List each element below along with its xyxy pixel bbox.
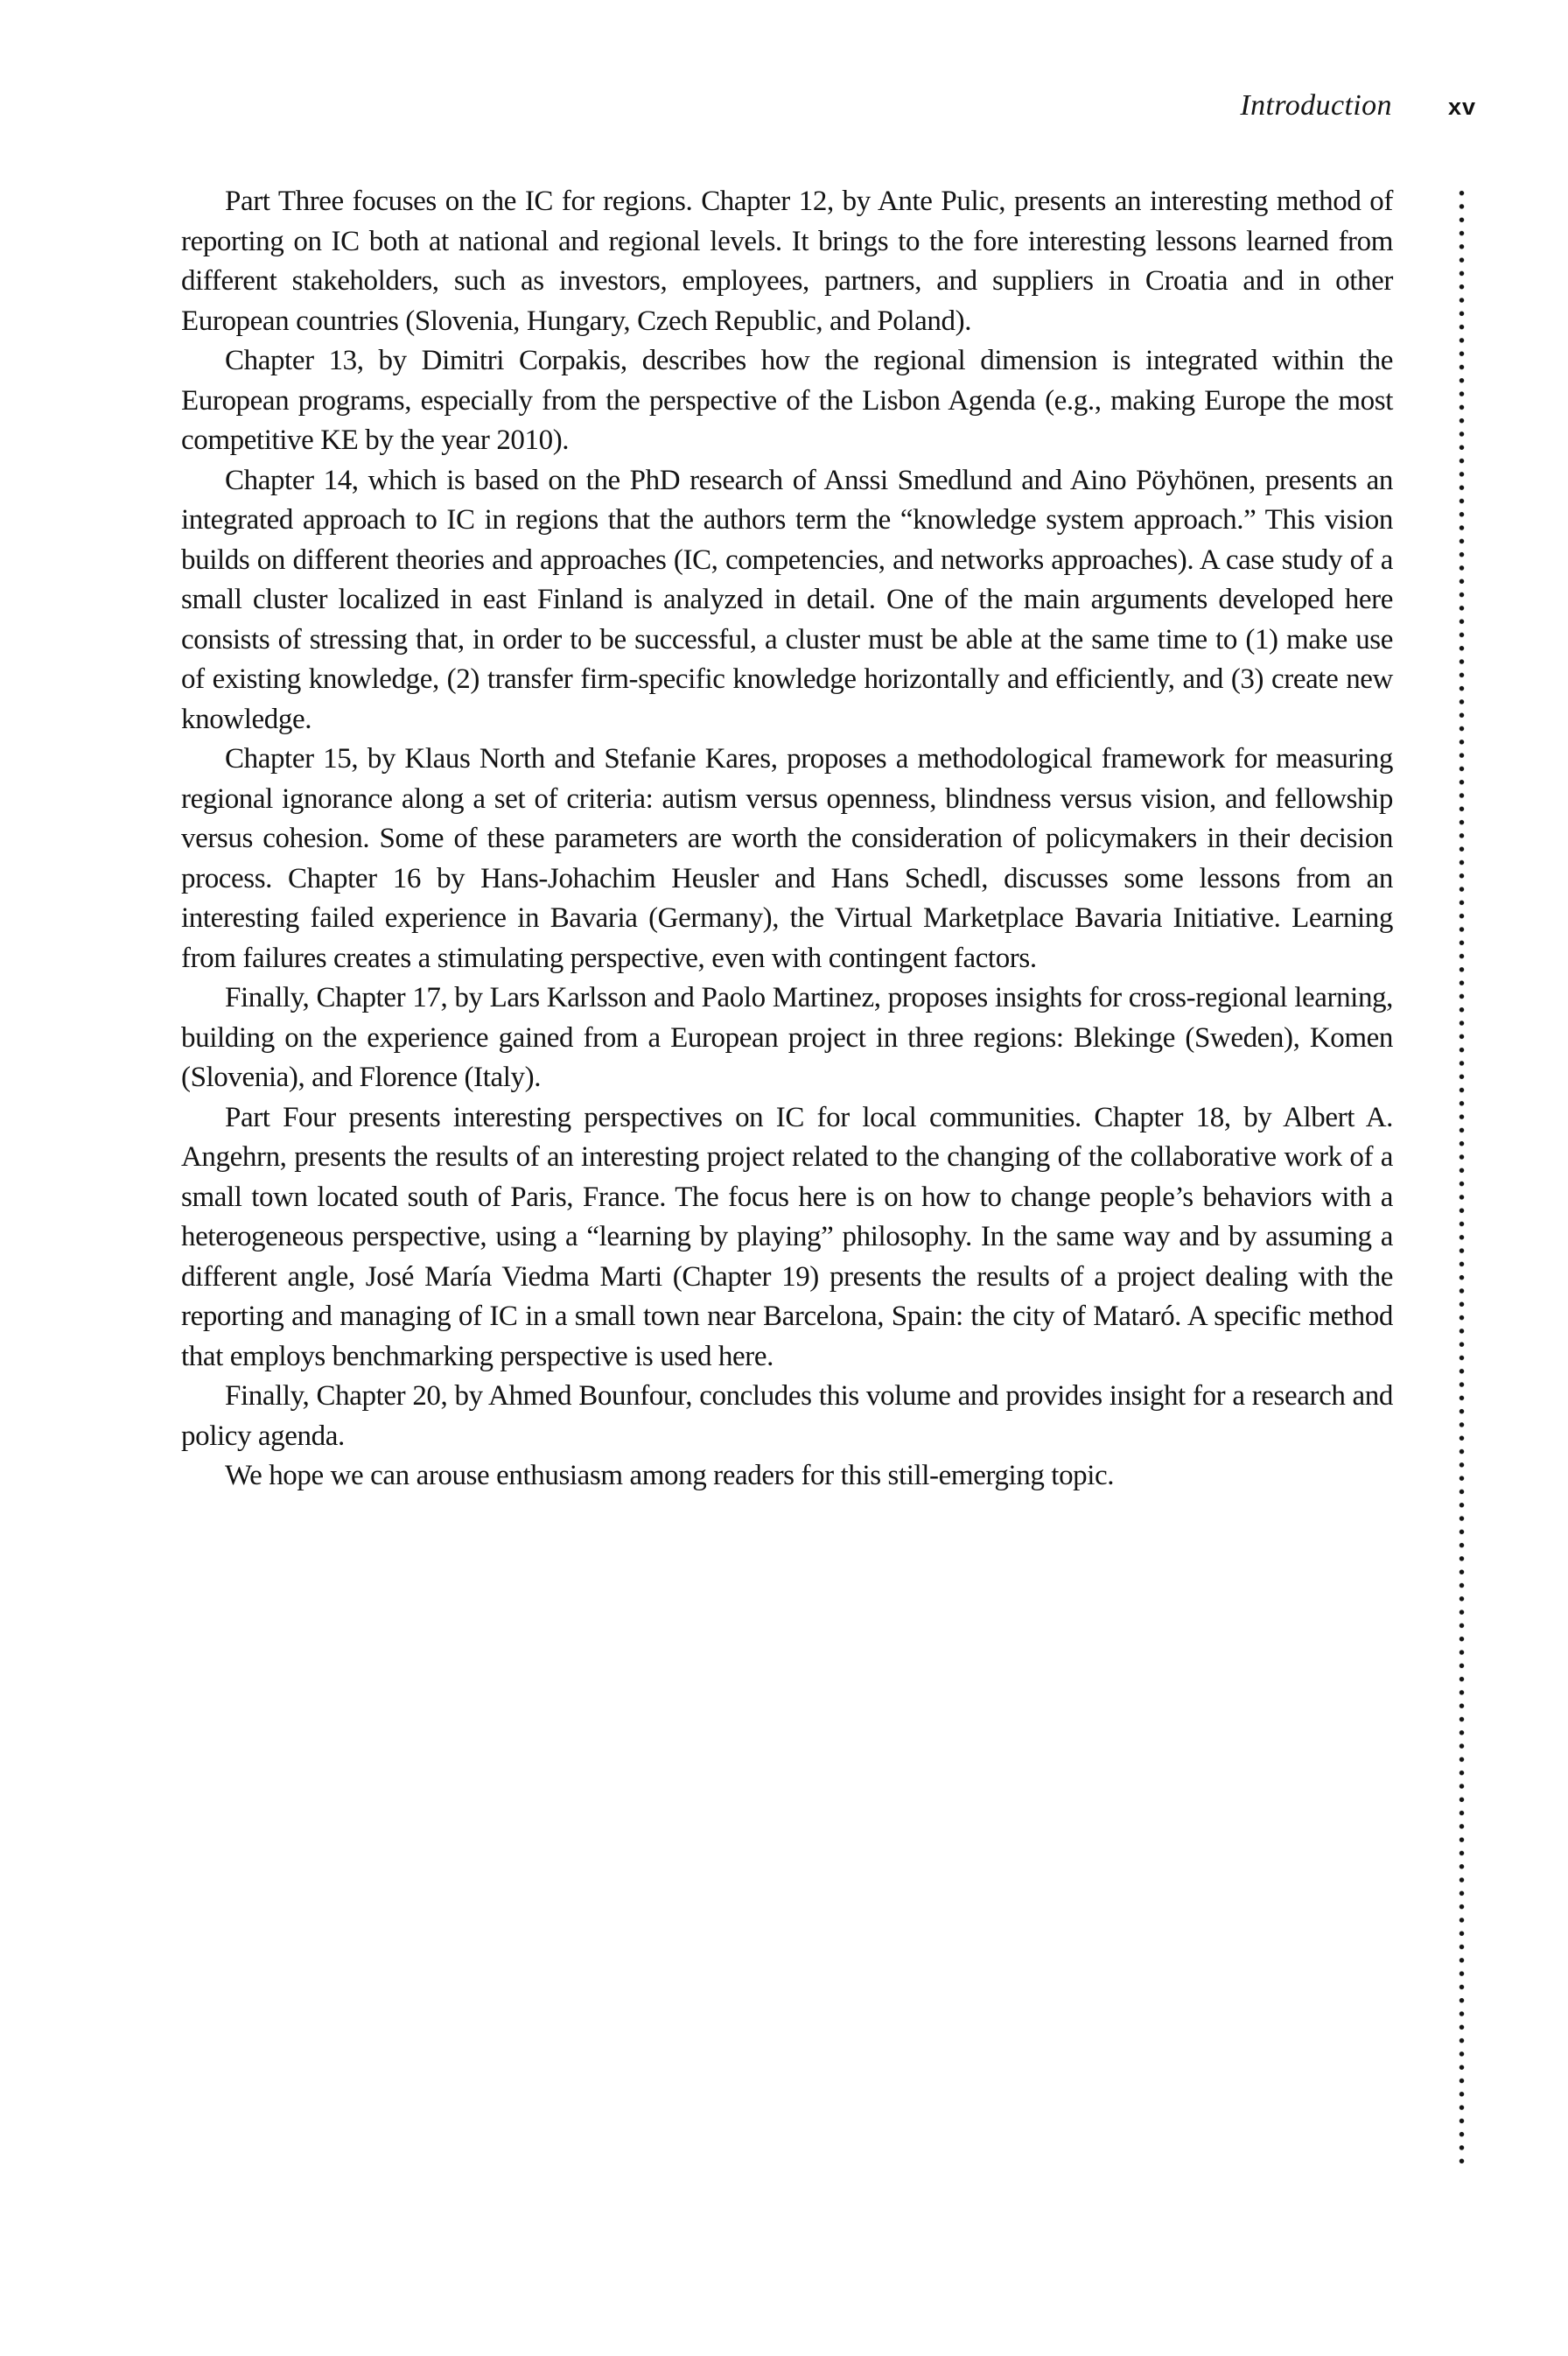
running-header — [181, 89, 1476, 123]
paragraph-chapter-15-16: Chapter 15, by Klaus North and Stefanie Kares, proposes a methodological framework for measuring regional ignorance along a set of criteria: autism versus openness, blindness versus vision, and fellowship versus cohesion. Some of these parameters are worth the consideration of policymakers in their decision process. Chapter 16 by Hans-Johachim Heusler and Hans Schedl, discusses some lessons from an interesting failed experience in Bavaria (Germany), the Virtual Marketplace Bavaria Initiative. Learning from failures creates a stimulating perspective, even with contingent factors. — [181, 743, 1393, 974]
paragraph-part-three: Part Three focuses on the IC for regions. Chapter 12, by Ante Pulic, presents an interesting method of reporting on IC both at national and regional levels. It brings to the fore interesting lessons learned from different stakeholders, such as investors, employees, partners, and suppliers in Croatia and in other European countries (Slovenia, Hungary, Czech Republic, and Poland). — [181, 186, 1393, 337]
dotted-rule — [1458, 186, 1466, 2169]
page-number: xv — [1447, 94, 1476, 120]
paragraph-chapter-20: Finally, Chapter 20, by Ahmed Bounfour, concludes this volume and provides insight for a research and policy agenda. — [181, 1380, 1393, 1452]
text-column — [181, 182, 1393, 1497]
paragraph-chapter-17: Finally, Chapter 17, by Lars Karlsson and Paolo Martinez, proposes insights for cross-regional learning, building on the experience gained from a European project in three regions: Blekinge (Sweden), Komen (Slovenia), and Florence (Italy). — [181, 982, 1393, 1093]
running-header-title: Introduction — [1240, 89, 1392, 122]
paragraph-chapter-14: Chapter 14, which is based on the PhD research of Anssi Smedlund and Aino Pöyhönen, presents an integrated approach to IC in regions that the authors term the “knowledge system approach.” This vision builds on different theories and approaches (IC, competencies, and networks approaches). A case study of a small cluster localized in east Finland is analyzed in detail. One of the main arguments developed here consists of stressing that, in order to be successful, a cluster must be able at the same time to (1) make use of existing knowledge, (2) transfer firm-specific knowledge horizontally and efficiently, and (3) create new knowledge. — [181, 464, 1393, 735]
paragraph-closing: We hope we can arouse enthusiasm among readers for this still-emerging topic. — [225, 1460, 1115, 1491]
paragraph-chapter-13: Chapter 13, by Dimitri Corpakis, describes how the regional dimension is integrated within the European programs, especially from the perspective of the Lisbon Agenda (e.g., making Europe the most competitive KE by the year 2010). — [181, 345, 1393, 456]
paragraph-part-four: Part Four presents interesting perspectives on IC for local communities. Chapter 18, by Albert A. Angehrn, presents the results of an interesting project related to the changing of the collaborative work of a small town located south of Paris, France. The focus here is on how to change people’s behaviors with a heterogeneous perspective, using a “learning by playing” philosophy. In the same way and by assuming a different angle, José María Viedma Marti (Chapter 19) presents the results of a project dealing with the reporting and managing of IC in a small town near Barcelona, Spain: the city of Mataró. A specific method that employs benchmarking perspective is used here. — [181, 1101, 1393, 1372]
